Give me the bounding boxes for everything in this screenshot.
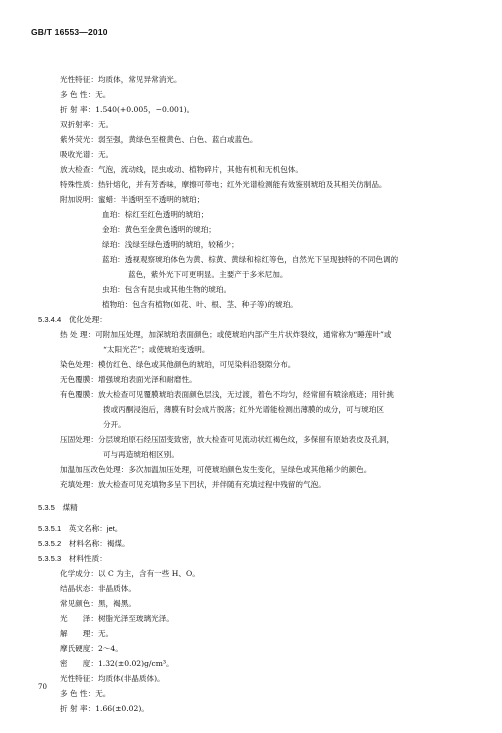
section-heading: 5.3.5.1 英文名称：jet。 — [38, 524, 123, 533]
page-number: 70 — [38, 683, 47, 691]
text-line: 虫珀：包含有昆虫或其他生物的琥珀。 — [102, 285, 232, 294]
text-line: 常见颜色：黑，褐黑。 — [60, 599, 136, 608]
text-line: 加温加压改色处理：多次加温加压处理，可使琥珀颜色发生变化，呈绿色或其他稀少的颜色。 — [60, 465, 372, 474]
text-line: 摩氏硬度：2～4。 — [60, 644, 123, 653]
text-line: 附加说明：蜜蜡：半透明至不透明的琥珀； — [60, 195, 205, 204]
text-line: 有色覆膜：放大检查可见覆膜琥珀表面颜色层浅，无过渡，着色不均匀，经常留有喷涂痕迹；用针挑 — [60, 390, 395, 399]
text-line: 光 泽：树脂光泽至玻璃光泽。 — [60, 614, 174, 623]
text-line: 特殊性质：热针熔化，并有芳香味，摩擦可带电；红外光谱检测能有效鉴别琥珀及其相关仿制品。 — [60, 180, 387, 189]
text-line: 拨或丙酮浸泡后，薄膜有时会成片脱落；红外光谱能检测出薄膜的成分，可与琥珀区 — [103, 405, 384, 414]
text-line: 紫外荧光：弱至强，黄绿色至橙黄色、白色、蓝白或蓝色。 — [60, 135, 258, 144]
text-line: 光性特征：均质体，常见异常消光。 — [60, 75, 182, 84]
text-line: 密 度：1.32(±0.02)g/cm³。 — [60, 659, 174, 668]
section-heading: 5.3.5.3 材料性质： — [38, 554, 107, 563]
text-line: 植物珀：包含有植物(如花、叶、根、茎、种子等)的琥珀。 — [102, 300, 298, 309]
text-line: 折 射 率：1.66(±0.02)。 — [60, 704, 149, 713]
text-line: 折 射 率：1.540(+0.005，−0.001)。 — [60, 105, 195, 114]
text-line: 绿珀：浅绿至绿色透明的琥珀，较稀少； — [102, 240, 239, 249]
text-line: 光性特征：均质体(非晶质体)。 — [60, 674, 165, 683]
text-line: 多 色 性：无。 — [60, 90, 111, 99]
text-line: 充填处理：放大检查可见充填物多呈下凹状，并伴随有充填过程中残留的气泡。 — [60, 480, 326, 489]
section-heading: 5.3.5 煤精 — [38, 503, 78, 512]
text-line: 分开。 — [103, 420, 126, 429]
section-heading: 5.3.5.2 材料名称：褐煤。 — [38, 539, 130, 548]
text-line: 血珀：棕红至红色透明的琥珀； — [102, 210, 209, 219]
text-line: 无色覆膜：增强琥珀表面光泽和耐磨性。 — [60, 375, 197, 384]
text-line: 金珀：黄色至金黄色透明的琥珀； — [102, 225, 216, 234]
text-line: 解 理：无。 — [60, 629, 114, 638]
text-line: 多 色 性：无。 — [60, 689, 111, 698]
text-line: “太阳光芒”；或使琥珀变透明。 — [103, 345, 210, 354]
text-line: 蓝珀：透视观察琥珀体色为黄、棕黄、黄绿和棕红等色，自然光下呈现独特的不同色调的 — [102, 255, 399, 264]
section-heading: 5.3.4.4 优化处理： — [38, 315, 107, 324]
text-line: 可与再造琥珀相区别。 — [103, 450, 179, 459]
text-line: 吸收光谱：无。 — [60, 150, 114, 159]
text-line: 蓝色，紫外光下可更明显。主要产于多米尼加。 — [128, 270, 288, 279]
text-line: 染色处理：模仿红色、绿色或其他颜色的琥珀，可见染料沿裂隙分布。 — [60, 360, 296, 369]
text-line: 化学成分：以 C 为主，含有一些 H、O。 — [60, 569, 200, 578]
text-line: 放大检查：气泡，流动线，昆虫或动、植物碎片，其他有机和无机包体。 — [60, 165, 303, 174]
text-line: 热 处 理：可附加压处理，加深琥珀表面颜色；或使琥珀内部产生片状炸裂纹，通常称为“睡莲叶”或 — [60, 330, 392, 339]
text-line: 双折射率：无。 — [60, 120, 114, 129]
text-line: 结晶状态：非晶质体。 — [60, 584, 136, 593]
text-line: 压固处理：分层琥珀原石经压固变致密，放大检查可见流动状红褐色纹，多保留有原始表皮及孔洞， — [60, 435, 395, 444]
standard-header: GB/T 16553—2010 — [31, 27, 108, 37]
